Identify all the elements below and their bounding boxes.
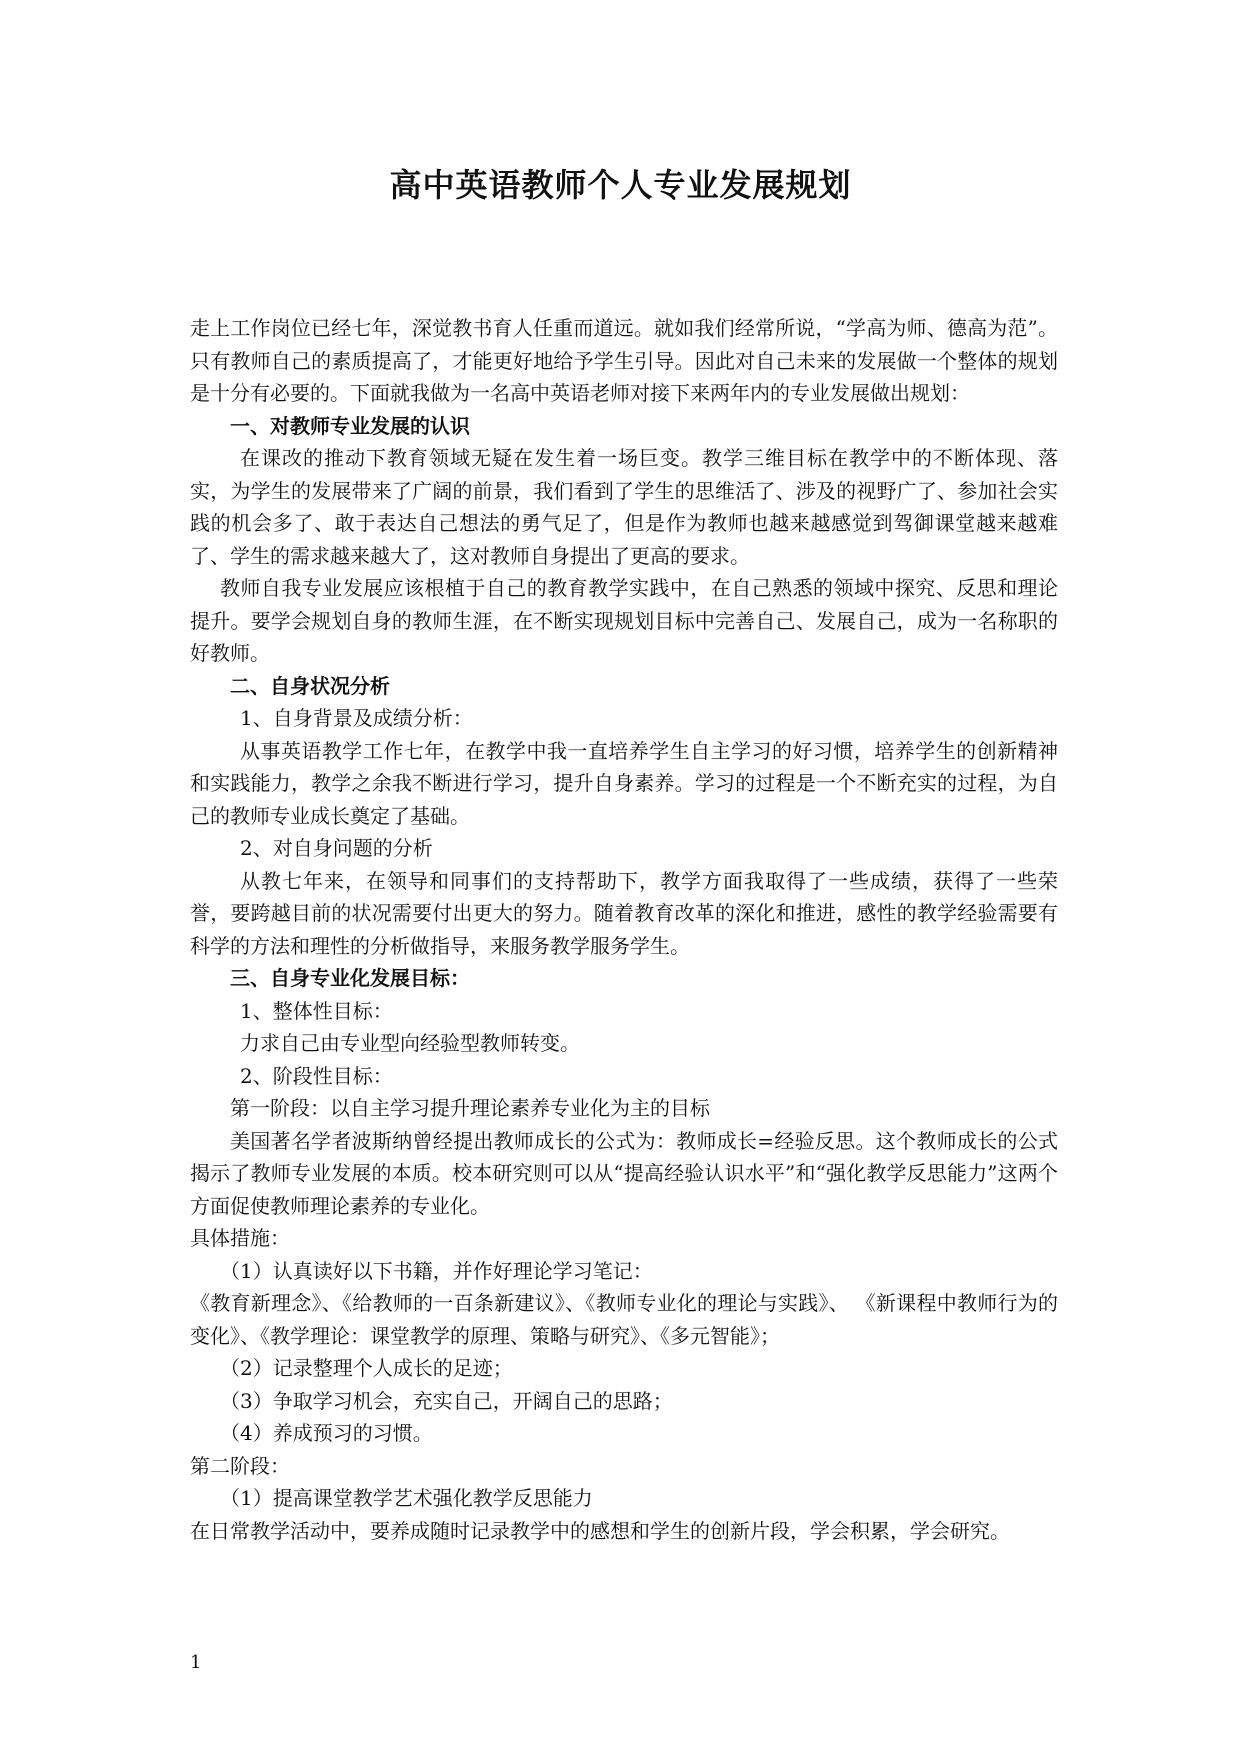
body-paragraph: 美国著名学者波斯纳曾经提出教师成长的公式为：教师成长=经验反思。这个教师成长的公式揭示了教师专业发展的本质。校本研究则可以从“提高经验认识水平”和“强化教学反思能力”这两个方面促使教师理论素养的专业化。 bbox=[190, 1128, 1058, 1218]
subheading: 1、整体性目标： bbox=[240, 998, 393, 1023]
subheading: 2、阶段性目标： bbox=[240, 1063, 393, 1088]
measures-label: 具体措施： bbox=[190, 1226, 290, 1250]
document-body bbox=[190, 312, 1058, 1547]
list-item: （3）争取学习机会，充实自己，开阔自己的思路； bbox=[220, 1388, 673, 1413]
section-heading-1: 一、对教师专业发展的认识 bbox=[230, 413, 470, 438]
page-number: 1 bbox=[190, 1652, 202, 1673]
body-paragraph: 在日常教学活动中，要养成随时记录教学中的感想和学生的创新片段，学会积累，学会研究。 bbox=[190, 1518, 1010, 1543]
body-paragraph: 教师自我专业发展应该根植于自己的教育教学实践中，在自己熟悉的领域中探究、反思和理论提升。要学会规划自身的教师生涯，在不断实现规划目标中完善自己、发展自己，成为一名称职的好教师。 bbox=[190, 576, 1058, 665]
list-item: （4）养成预习的习惯。 bbox=[220, 1421, 433, 1445]
book-list: 《教育新理念》、《给教师的一百条新建议》、《教师专业化的理论与实践》、 《新课程中教师行为的变化》、《教学理论：课堂教学的原理、策略与研究》、《多元智能》； bbox=[190, 1291, 1058, 1348]
stage-heading: 第一阶段：以自主学习提升理论素养专业化为主的目标 bbox=[230, 1096, 710, 1120]
intro-paragraph: 走上工作岗位已经七年，深觉教书育人任重而道远。就如我们经常所说，“学高为师、德高为范”。只有教师自己的素质提高了，才能更好地给予学生引导。因此对自己未来的发展做一个整体的规划是十分有必要的。下面就我做为一名高中英语老师对接下来两年内的专业发展做出规划： bbox=[190, 316, 1058, 405]
stage-heading: 第二阶段： bbox=[190, 1453, 290, 1478]
section-heading-2: 二、自身状况分析 bbox=[230, 673, 390, 698]
body-paragraph: 在课改的推动下教育领域无疑在发生着一场巨变。教学三维目标在教学中的不断体现、落实，为学生的发展带来了广阔的前景，我们看到了学生的思维活了、涉及的视野广了、参加社会实践的机会多了、敢于表达自己想法的勇气足了，但是作为教师也越来越感觉到驾御课堂越来越难了、学生的需求越来越大了，这对教师自身提出了更高的要求。 bbox=[190, 446, 1058, 568]
subheading: 2、对自身问题的分析 bbox=[240, 836, 433, 860]
body-paragraph: 从事英语教学工作七年，在教学中我一直培养学生自主学习的好习惯，培养学生的创新精神和实践能力，教学之余我不断进行学习，提升自身素养。学习的过程是一个不断充实的过程，为自己的教师专业成长奠定了基础。 bbox=[190, 738, 1058, 828]
body-paragraph: 从教七年来，在领导和同事们的支持帮助下，教学方面我取得了一些成绩，获得了一些荣誉，要跨越目前的状况需要付出更大的努力。随着教育改革的深化和推进，感性的教学经验需要有科学的方法和理性的分析做指导，来服务教学服务学生。 bbox=[190, 868, 1058, 958]
section-heading-3: 三、自身专业化发展目标： bbox=[230, 966, 470, 990]
subheading: 1、自身背景及成绩分析： bbox=[240, 706, 473, 730]
list-item: （1）认真读好以下书籍，并作好理论学习笔记： bbox=[220, 1258, 653, 1283]
body-paragraph: 力求自己由专业型向经验型教师转变。 bbox=[240, 1031, 580, 1055]
page-title: 高中英语教师个人专业发展规划 bbox=[389, 166, 852, 204]
list-item: （1）提高课堂教学艺术强化教学反思能力 bbox=[220, 1486, 593, 1510]
list-item: （2）记录整理个人成长的足迹； bbox=[220, 1356, 513, 1380]
